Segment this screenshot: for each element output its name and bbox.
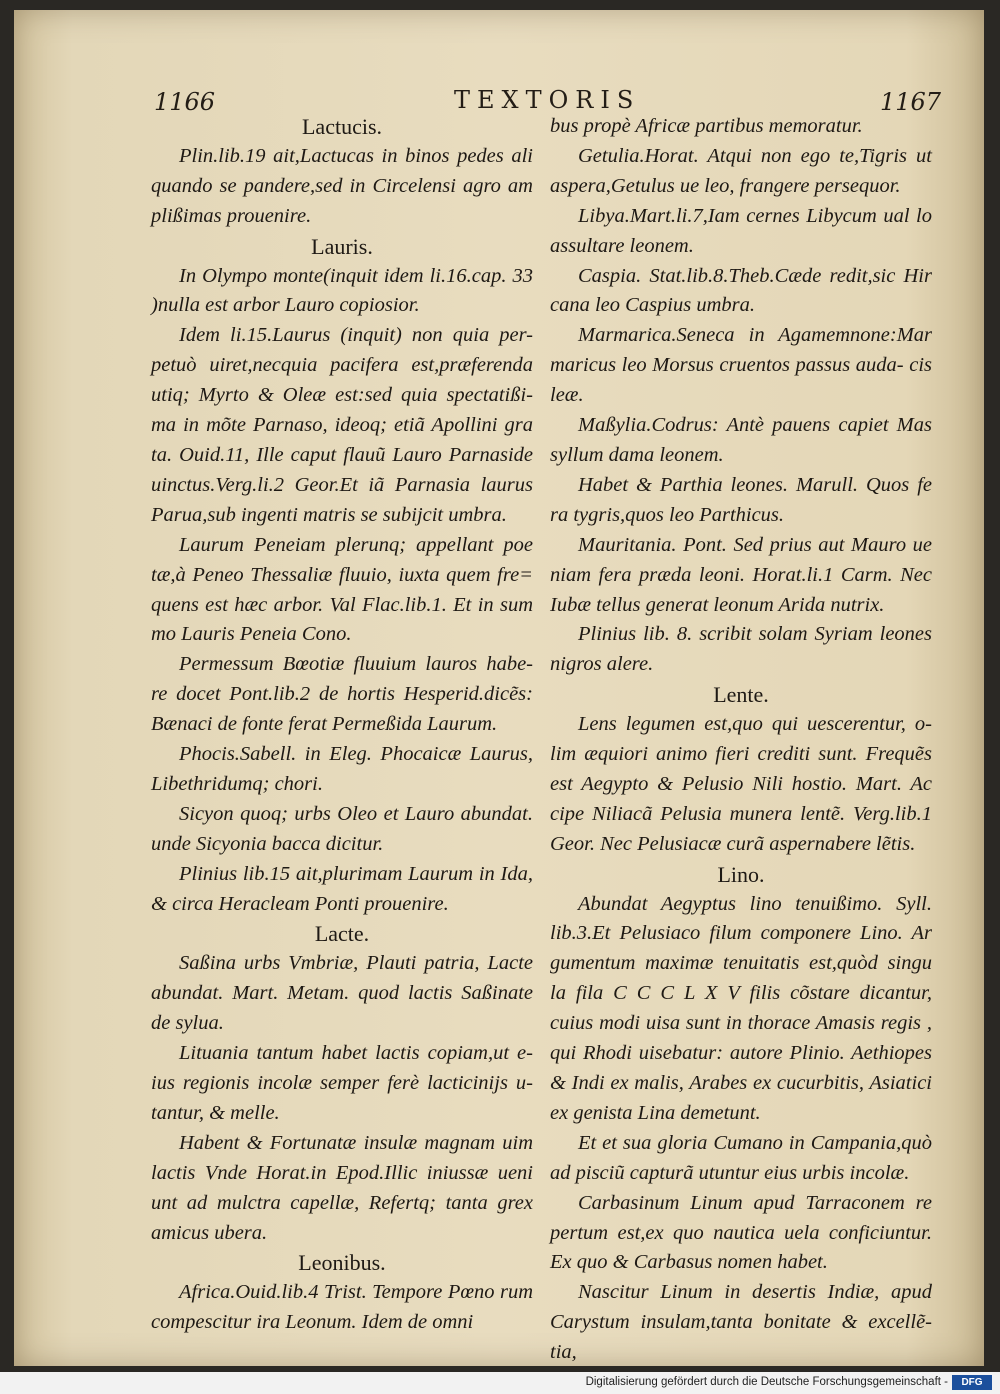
- paragraph: Habent & Fortunatæ insulæ magnam uim lactis Vnde Horat.in Epod.Illic iniussæ ueni unt ad mulctra capellæ, Refertq; tanta grex amicus ubera.: [151, 1131, 533, 1244]
- dfg-logo: DFG: [952, 1375, 992, 1390]
- left-page-number: 1166: [154, 88, 216, 116]
- paragraph: Permessum Bœotiæ fluuium lauros habe- re docet Pont.lib.2 de hortis Hesperid.dicẽs: Bænaci de fonte ferat Permeßida Laurum.: [151, 653, 533, 736]
- section-heading: Lente.: [713, 682, 769, 708]
- digitization-footer: [0, 1372, 1000, 1394]
- paragraph: Abundat Aegyptus lino tenuißimo. Syll. lib.3.Et Pelusiaco filum componere Lino. Ar gumentum maximæ tenuitatis est,quòd singu la fila C C C L X V filis cõstare dicantur, cuius modi uisa sunt in thorace Amasis regis , qui Rhodi uisebatur: autore Plinio. Aethiopes & Indi ex malis, Arabes ex cucurbitis, Asiatici ex genista Lina demetunt.: [550, 892, 932, 1124]
- paragraph: Lituania tantum habet lactis copiam,ut e- ius regionis incolæ semper ferè lacticinijs u- tantur, & melle.: [151, 1042, 533, 1124]
- left-text-column: [151, 112, 533, 1334]
- paragraph: Habet & Parthia leones. Marull. Quos fe ra tygris,quos leo Parthicus.: [550, 473, 932, 526]
- section-heading: Lauris.: [311, 233, 373, 259]
- section-heading: Lactucis.: [301, 114, 383, 139]
- section-heading: Lacte.: [314, 921, 370, 947]
- paragraph: Nascitur Linum in desertis Indiæ, apud Carystum insulam,tanta bonitate & excellẽ- tia,: [550, 1281, 932, 1364]
- paragraph: Et et sua gloria Cumano in Campania,quò ad pisciũ capturã utuntur eius urbis incolæ.: [550, 1131, 932, 1184]
- paragraph: Caspia. Stat.lib.8.Theb.Cæde redit,sic Hir cana leo Caspius umbra.: [550, 264, 932, 317]
- paragraph: Sicyon quoq; urbs Oleo et Lauro abundat. unde Sicyonia bacca dicitur.: [151, 802, 533, 855]
- paragraph: Libya.Mart.li.7,Iam cernes Libycum ual lo assultare leonem.: [550, 204, 932, 257]
- paragraph: Plinius lib. 8. scribit solam Syriam leones nigros alere.: [550, 623, 932, 676]
- paragraph: Mauritania. Pont. Sed prius aut Mauro ue niam fera præda leoni. Horat.li.1 Carm. Nec Iubæ tellus generat leonum Arida nutrix.: [550, 533, 932, 616]
- section-heading: Leonibus.: [298, 1250, 386, 1276]
- paragraph: Plinius lib.15 ait,plurimam Laurum in Ida, & circa Heracleam Ponti prouenire.: [151, 862, 533, 915]
- right-page-number: 1167: [880, 88, 942, 116]
- paragraph: Laurum Peneiam plerunq; appellant poe tæ,à Peneo Thessaliæ fluuio, iuxta quem fre= quens est hæc arbor. Val Flac.lib.1. Et in sum mo Lauris Peneia Cono.: [151, 533, 533, 646]
- continued-paragraph: bus propè Africæ partibus memoratur.: [550, 115, 863, 137]
- section-heading: Lino.: [717, 861, 765, 887]
- paragraph: Lens legumen est,quo qui uescerentur, o- lim æquiori animo fieri crediti sunt. Frequẽs est Aegypto & Pelusio Nili hostio. Mart. Ac cipe Niliacã Pelusia munera lentẽ. Verg.lib.1 Geor. Nec Pelusiacæ curã aspernabere lẽtis.: [550, 713, 932, 855]
- paragraph: Africa.Ouid.lib.4 Trist. Tempore Pœno rum compescitur ira Leonum. Idem de omni: [151, 1281, 533, 1334]
- paragraph: Plin.lib.19 ait,Lactucas in binos pedes ali quando se pandere,sed in Circelensi agro am plißimas prouenire.: [151, 144, 533, 227]
- paragraph: Phocis.Sabell. in Eleg. Phocaicæ Laurus, Libethridumq; chori.: [151, 743, 533, 795]
- running-title: TEXTORIS: [454, 86, 641, 114]
- paragraph: Maßylia.Codrus: Antè pauens capiet Mas syllum dama leonem.: [550, 414, 932, 466]
- paragraph: Idem li.15.Laurus (inquit) non quia per- petuò uiret,necquia pacifera est,præferenda utiq; Myrto & Oleæ est:sed quia spectatißi- ma in mõte Parnaso, ideoq; etiã Apollini gra ta. Ouid.11, Ille caput flauũ Lauro Parnaside uinctus.Verg.li.2 Geor.Et iã Parnasia laurus Parua,sub ingenti matris se subijcit umbra.: [151, 324, 533, 526]
- right-text-column: [550, 112, 932, 1364]
- paragraph: Getulia.Horat. Atqui non ego te,Tigris ut aspera,Getulus ue leo, frangere persequor.: [550, 144, 932, 197]
- funding-credit: Digitalisierung gefördert durch die Deutsche Forschungsgemeinschaft -: [585, 1376, 948, 1388]
- paragraph: Saßina urbs Vmbriæ, Plauti patria, Lacte abundat. Mart. Metam. quod lactis Saßinate de sylua.: [151, 952, 533, 1035]
- paragraph: In Olympo monte(inquit idem li.16.cap. 33 )nulla est arbor Lauro copiosior.: [151, 264, 533, 317]
- paragraph: Marmarica.Seneca in Agamemnone:Mar maricus leo Morsus cruentos passus auda- cis leæ.: [550, 324, 932, 407]
- paragraph: Carbasinum Linum apud Tarraconem re pertum est,ex quo nautica uela conficiuntur. Ex quo & Carbasus nomen habet.: [550, 1191, 932, 1274]
